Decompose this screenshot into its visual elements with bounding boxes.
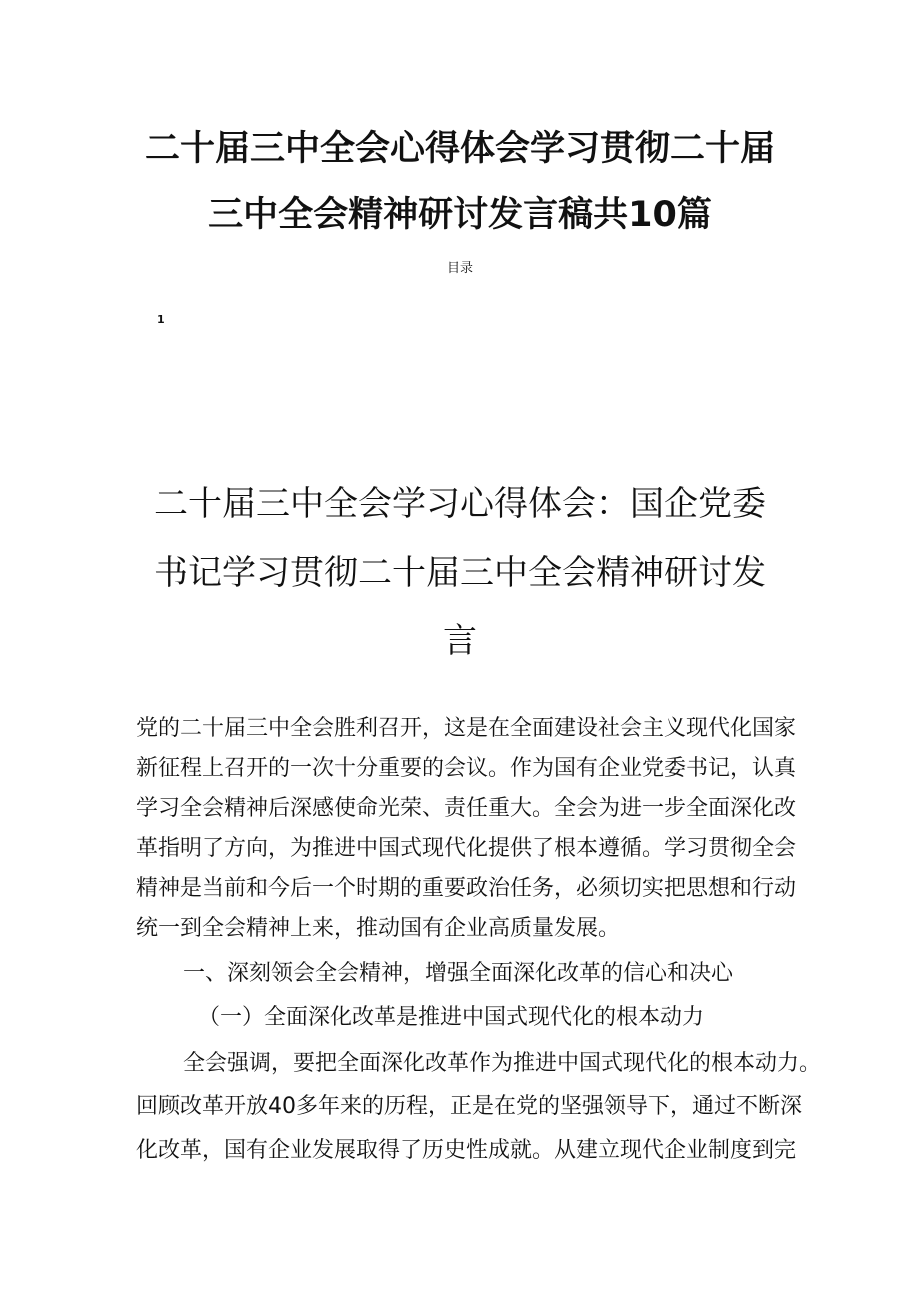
body-line: 精神是当前和今后一个时期的重要政治任务，必须切实把思想和行动 xyxy=(136,876,797,901)
body-line: 革指明了方向，为推进中国式现代化提供了根本遵循。学习贯彻全会 xyxy=(136,836,797,861)
subsection-heading: （一）全面深化改革是推进中国式现代化的根本动力 xyxy=(198,1005,705,1030)
article-title-line-2: 书记学习贯彻二十届三中全会精神研讨发 xyxy=(154,553,766,593)
section-heading: 一、深刻领会全会精神，增强全面深化改革的信心和决心 xyxy=(183,961,734,986)
body-line: 化改革，国有企业发展取得了历史性成就。从建立现代企业制度到完 xyxy=(136,1138,797,1163)
toc-entry-1[interactable]: 1 xyxy=(157,313,165,326)
body-line: 统一到全会精神上来，推动国有企业高质量发展。 xyxy=(136,916,621,941)
body-line: 党的二十届三中全会胜利召开，这是在全面建设社会主义现代化国家 xyxy=(136,716,797,741)
body-line: 回顾改革开放40多年来的历程，正是在党的坚强领导下，通过不断深 xyxy=(136,1094,802,1119)
article-title-line-1: 二十届三中全会学习心得体会：国企党委 xyxy=(154,484,766,524)
body-line: 新征程上召开的一次十分重要的会议。作为国有企业党委书记，认真 xyxy=(136,756,797,781)
document-title-line-2: 三中全会精神研讨发言稿共10篇 xyxy=(208,195,712,235)
body-line: 全会强调，要把全面深化改革作为推进中国式现代化的根本动力。 xyxy=(183,1051,822,1076)
document-title-line-1: 二十届三中全会心得体会学习贯彻二十届 xyxy=(144,129,775,169)
table-of-contents-heading: 目录 xyxy=(446,261,473,276)
article-title-line-3: 言 xyxy=(443,621,477,661)
body-line: 学习全会精神后深感使命光荣、责任重大。全会为进一步全面深化改 xyxy=(136,796,797,821)
